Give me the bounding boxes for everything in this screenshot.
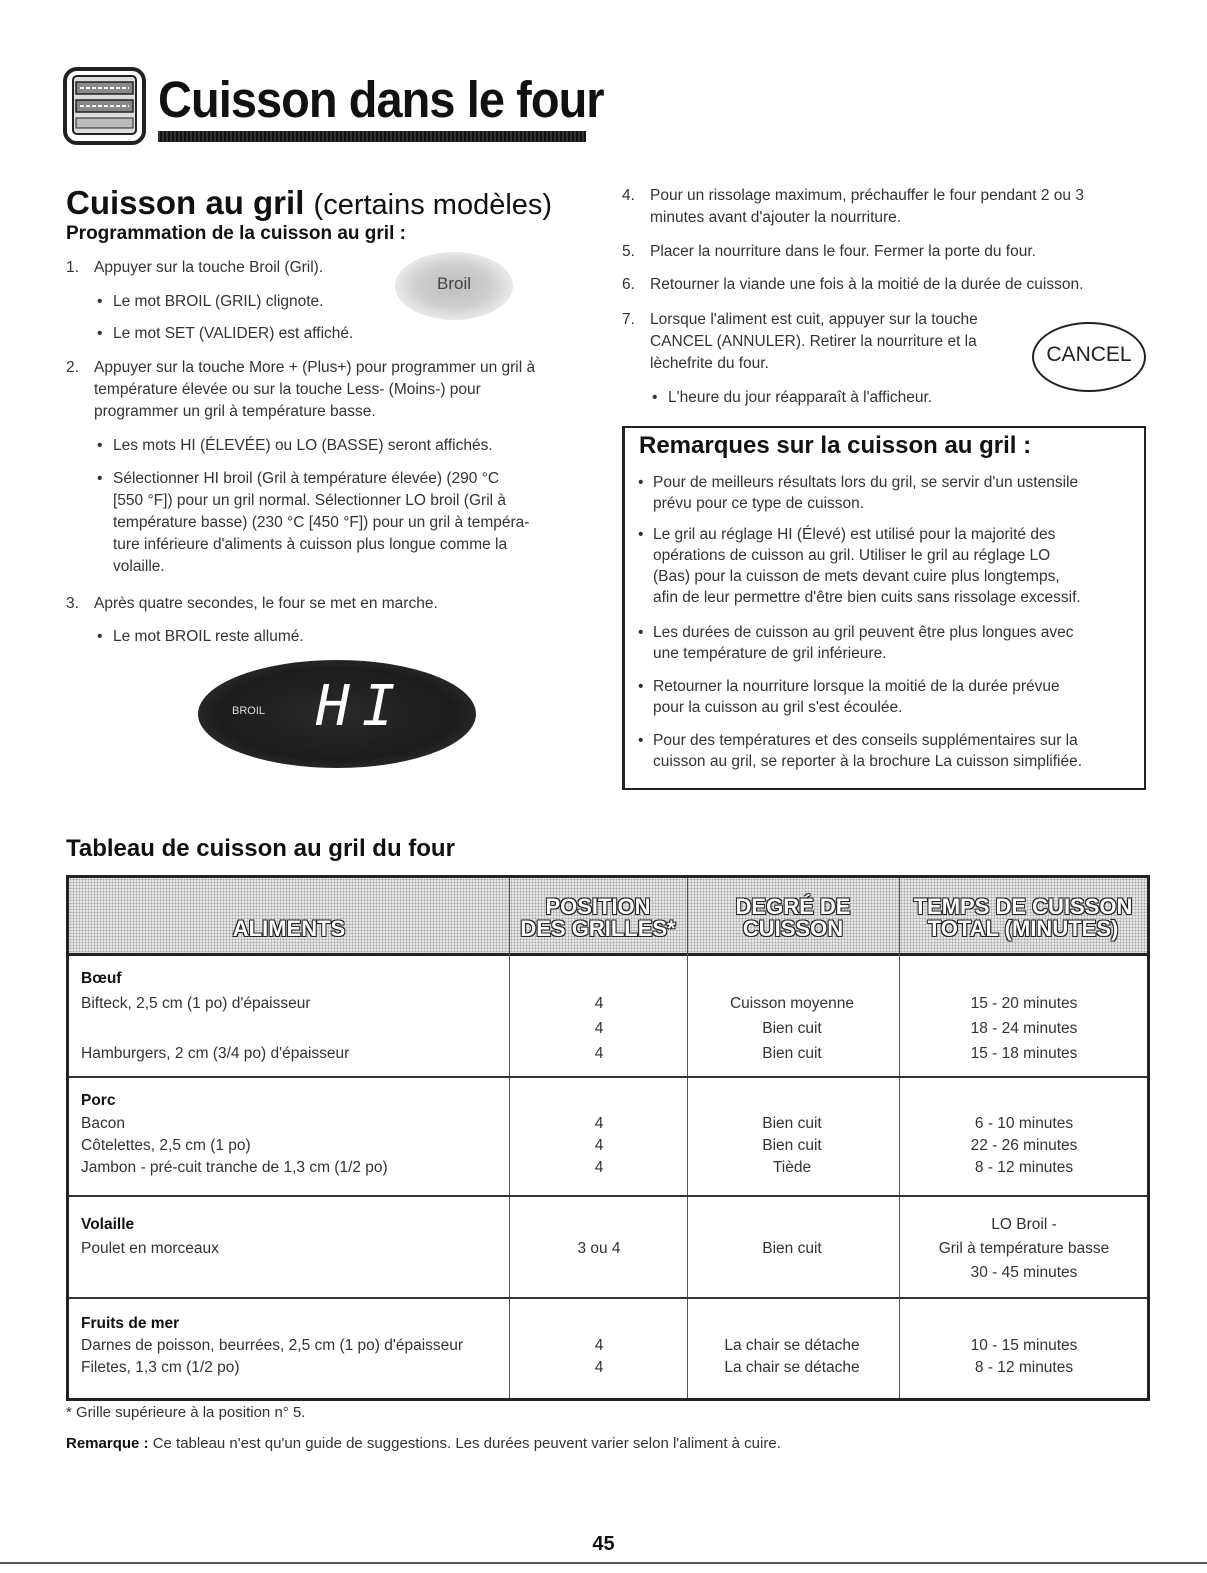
step-3-text: Après quatre secondes, le four se met en marche.	[94, 595, 438, 612]
food-cell: Côtelettes, 2,5 cm (1 po)	[81, 1137, 251, 1154]
time-cell: 22 - 26 minutes	[970, 1137, 1078, 1154]
row-divider	[69, 1195, 1147, 1197]
step-4-line-1: Pour un rissolage maximum, préchauffer le four pendant 2 ou 3	[650, 187, 1084, 204]
step-2-number: 2.	[66, 359, 79, 376]
time-cell: 18 - 24 minutes	[970, 1020, 1078, 1037]
doneness-cell: Bien cuit	[762, 1020, 822, 1037]
display-value: HI	[316, 674, 408, 739]
step-7-line-2: CANCEL (ANNULER). Retirer la nourriture et la	[650, 333, 977, 350]
step-5-number: 5.	[622, 243, 635, 260]
time-cell: 8 - 12 minutes	[974, 1159, 1074, 1176]
step-2-bullet-2-line-5: volaille.	[113, 558, 165, 575]
food-cell: Filetes, 1,3 cm (1/2 po)	[81, 1359, 240, 1376]
group-seafood: Fruits de mer	[81, 1315, 180, 1332]
table-title: Tableau de cuisson au gril du four	[66, 835, 455, 862]
step-2-bullet-2-line-3: température basse) (230 °C [450 °F]) pour un gril à tempéra-	[113, 514, 530, 531]
step-2-line-2: température élevée ou sur la touche Less- (Moins-) pour	[94, 381, 481, 398]
time-cell: LO Broil -	[991, 1216, 1057, 1233]
time-cell: 15 - 20 minutes	[970, 995, 1078, 1012]
doneness-cell: La chair se détache	[724, 1359, 860, 1376]
remark-1: • Pour de meilleurs résultats lors du gril, se servir d'un ustensile prévu pour ce type de cuisson.	[653, 472, 1125, 514]
group-beef: Bœuf	[81, 970, 122, 987]
doneness-cell: Bien cuit	[762, 1115, 822, 1132]
step-1-bullet-2: • Le mot SET (VALIDER) est affiché.	[113, 324, 353, 344]
step-3-bullet-1: • Le mot BROIL reste allumé.	[113, 627, 304, 647]
section-subtitle: Programmation de la cuisson au gril :	[66, 223, 406, 244]
doneness-cell: Bien cuit	[762, 1137, 822, 1154]
header-food: ALIMENTS	[232, 916, 346, 941]
cancel-button: CANCEL	[1032, 322, 1146, 392]
step-6-number: 6.	[622, 276, 635, 293]
step-7-line-1: Lorsque l'aliment est cuit, appuyer sur la touche	[650, 311, 978, 328]
food-cell: Darnes de poisson, beurrées, 2,5 cm (1 po) d'épaisseur	[81, 1337, 464, 1354]
position-cell: 4	[594, 1137, 604, 1154]
header-position: POSITION DES GRILLES*	[520, 894, 676, 941]
time-cell: 10 - 15 minutes	[970, 1337, 1078, 1354]
page-title: Cuisson dans le four	[158, 71, 604, 128]
note: Remarque : Ce tableau n'est qu'un guide de suggestions. Les durées peuvent varier selon l'aliment à cuire.	[66, 1435, 781, 1452]
remark-5: • Pour des températures et des conseils supplémentaires sur la cuisson au gril, se reporter à la brochure La cuisson simplifiée.	[653, 730, 1125, 772]
step-2-line-3: programmer un gril à température basse.	[94, 403, 376, 420]
position-cell: 4	[594, 1337, 604, 1354]
section-title: Cuisson au gril (certains modèles)	[66, 184, 553, 221]
food-cell: Jambon - pré-cuit tranche de 1,3 cm (1/2 po)	[81, 1159, 388, 1176]
table-header	[69, 878, 1147, 956]
bottom-rule	[0, 1562, 1207, 1564]
position-cell: 4	[594, 1359, 604, 1376]
position-cell: 4	[594, 1115, 604, 1132]
position-cell: 4	[594, 1020, 604, 1037]
step-5-text: Placer la nourriture dans le four. Fermer la porte du four.	[650, 243, 1036, 260]
step-2-line-1: Appuyer sur la touche More + (Plus+) pour programmer un gril à	[94, 359, 536, 376]
doneness-cell: Bien cuit	[762, 1240, 822, 1257]
position-cell: 3 ou 4	[577, 1240, 621, 1257]
doneness-cell: La chair se détache	[724, 1337, 860, 1354]
step-7-bullet-1: • L'heure du jour réapparaît à l'afficheur.	[668, 388, 932, 408]
step-7-line-3: lèchefrite du four.	[650, 355, 769, 372]
step-1-text: Appuyer sur la touche Broil (Gril).	[94, 259, 324, 276]
title-rule	[158, 131, 586, 142]
step-2-bullet-2-line-1: • Sélectionner HI broil (Gril à température élevée) (290 °C	[113, 469, 499, 489]
food-cell: Poulet en morceaux	[81, 1240, 219, 1257]
remark-4: • Retourner la nourriture lorsque la moitié de la durée prévue pour la cuisson au gril s'est écoulée.	[653, 676, 1125, 718]
step-2-bullet-1: • Les mots HI (ÉLEVÉE) ou LO (BASSE) seront affichés.	[113, 436, 493, 456]
step-1-number: 1.	[66, 259, 79, 276]
doneness-cell: Bien cuit	[762, 1045, 822, 1062]
food-cell: Hamburgers, 2 cm (3/4 po) d'épaisseur	[81, 1045, 350, 1062]
header-time: TEMPS DE CUISSON TOTAL (MINUTES)	[913, 894, 1133, 941]
step-2-bullet-2-line-4: ture inférieure d'aliments à cuisson plus longue comme la	[113, 536, 508, 553]
oven-icon	[62, 66, 147, 146]
food-cell: Bacon	[81, 1115, 125, 1132]
step-7-number: 7.	[622, 311, 635, 328]
food-cell: Bifteck, 2,5 cm (1 po) d'épaisseur	[81, 995, 311, 1012]
header-doneness: DEGRÉ DE CUISSON	[735, 894, 851, 941]
doneness-cell: Cuisson moyenne	[729, 995, 855, 1012]
step-2-bullet-2-line-2: [550 °F]) pour un gril normal. Sélectionner LO broil (Gril à	[113, 492, 507, 509]
step-6-text: Retourner la viande une fois à la moitié de la durée de cuisson.	[650, 276, 1084, 293]
step-1-bullet-1: • Le mot BROIL (GRIL) clignote.	[113, 292, 323, 312]
remarks-title: Remarques sur la cuisson au gril :	[639, 432, 1032, 459]
time-cell: 15 - 18 minutes	[970, 1045, 1078, 1062]
broil-table	[66, 875, 1150, 1401]
position-cell: 4	[594, 1159, 604, 1176]
remark-2: • Le gril au réglage HI (Élevé) est utilisé pour la majorité des opérations de cuisson au gril. Utiliser le gril au réglage LO (Bas) pour la cuisson de mets devant cuire plus longtemps, afin de leur permettre d'être bien cuits sans rissolage excessif.	[653, 524, 1125, 608]
footnote: * Grille supérieure à la position n° 5.	[66, 1404, 306, 1421]
step-4-number: 4.	[622, 187, 635, 204]
time-cell: 6 - 10 minutes	[974, 1115, 1074, 1132]
position-cell: 4	[594, 1045, 604, 1062]
step-3-number: 3.	[66, 595, 79, 612]
display-label: BROIL	[232, 705, 266, 717]
row-divider	[69, 1297, 1147, 1299]
doneness-cell: Tiède	[772, 1159, 812, 1176]
row-divider	[69, 1076, 1147, 1078]
time-cell: 30 - 45 minutes	[970, 1264, 1078, 1281]
page-number: 45	[592, 1533, 615, 1555]
oven-display	[198, 660, 476, 768]
time-cell: 8 - 12 minutes	[974, 1359, 1074, 1376]
time-cell: Gril à température basse	[938, 1240, 1110, 1257]
broil-button: Broil	[395, 252, 513, 320]
remark-3: • Les durées de cuisson au gril peuvent être plus longues avec une température de gril inférieure.	[653, 622, 1125, 664]
position-cell: 4	[594, 995, 604, 1012]
step-4-line-2: minutes avant d'ajouter la nourriture.	[650, 209, 902, 226]
remarks-box	[622, 426, 1146, 790]
group-poultry: Volaille	[81, 1216, 135, 1233]
group-pork: Porc	[81, 1092, 116, 1109]
